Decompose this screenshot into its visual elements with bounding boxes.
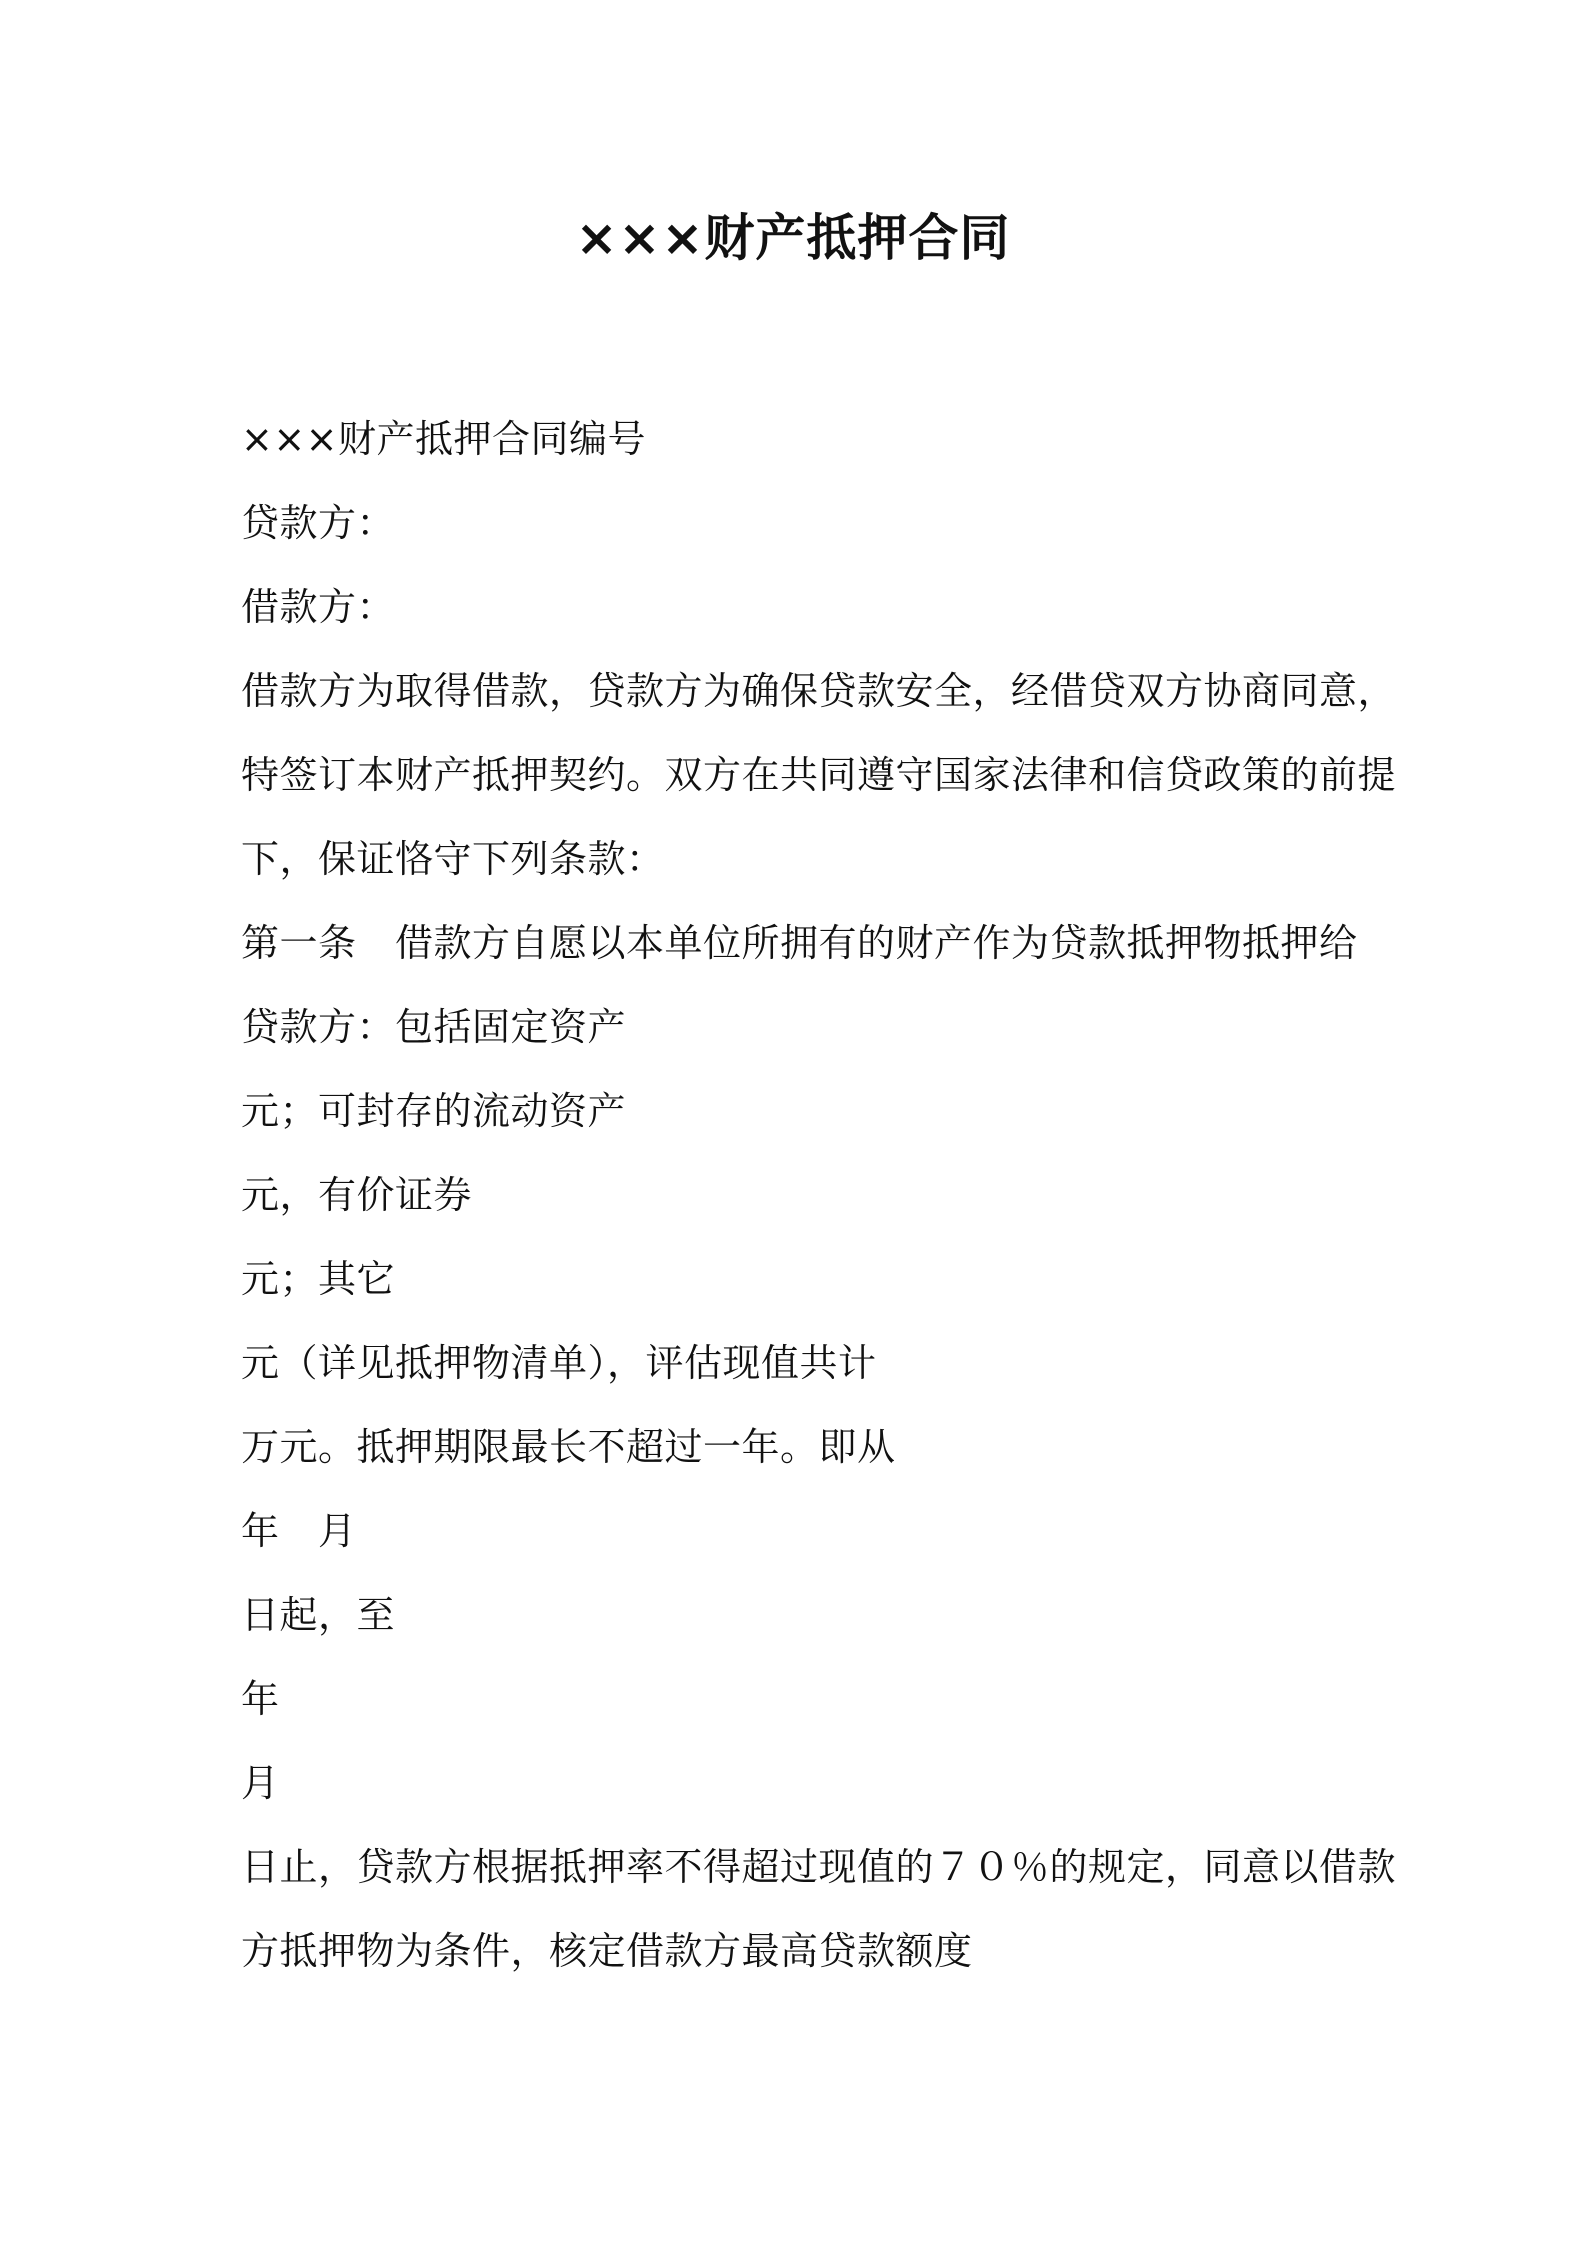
contract-number-line: ×××财产抵押合同编号 [241,417,647,461]
paragraph-line: 方抵押物为条件，核定借款方最高贷款额度 [241,1929,973,1973]
document-body [241,409,1397,2005]
paragraph-line: 元，有价证券 [241,1173,473,1217]
paragraph-line: 元；可封存的流动资产 [241,1089,627,1133]
paragraph-line: 贷款方：包括固定资产 [241,1005,627,1049]
paragraph-line: 借款方为取得借款，贷款方为确保贷款安全，经借贷双方协商同意， [241,669,1397,713]
paragraph-line: 特签订本财产抵押契约。双方在共同遵守国家法律和信贷政策的前提 [241,753,1397,797]
lender-line: 贷款方： [241,501,396,545]
borrower-line: 借款方： [241,585,396,629]
paragraph-line: 万元。抵押期限最长不超过一年。即从 [241,1425,896,1469]
document-title: ×××财产抵押合同 [575,209,1011,267]
paragraph-line: 下，保证恪守下列条款： [241,837,665,881]
paragraph-line: 元（详见抵押物清单），评估现值共计 [241,1341,877,1385]
date-line: 日起，至 [241,1593,396,1637]
paragraph-line: 日止，贷款方根据抵押率不得超过现值的７０％的规定，同意以借款 [241,1845,1397,1889]
article-one-line: 第一条 借款方自愿以本单位所拥有的财产作为贷款抵押物抵押给 [241,921,1358,965]
paragraph-line: 元；其它 [241,1257,396,1301]
date-line: 年 [241,1677,280,1721]
date-line: 月 [241,1761,280,1805]
date-line: 年 月 [241,1509,357,1553]
